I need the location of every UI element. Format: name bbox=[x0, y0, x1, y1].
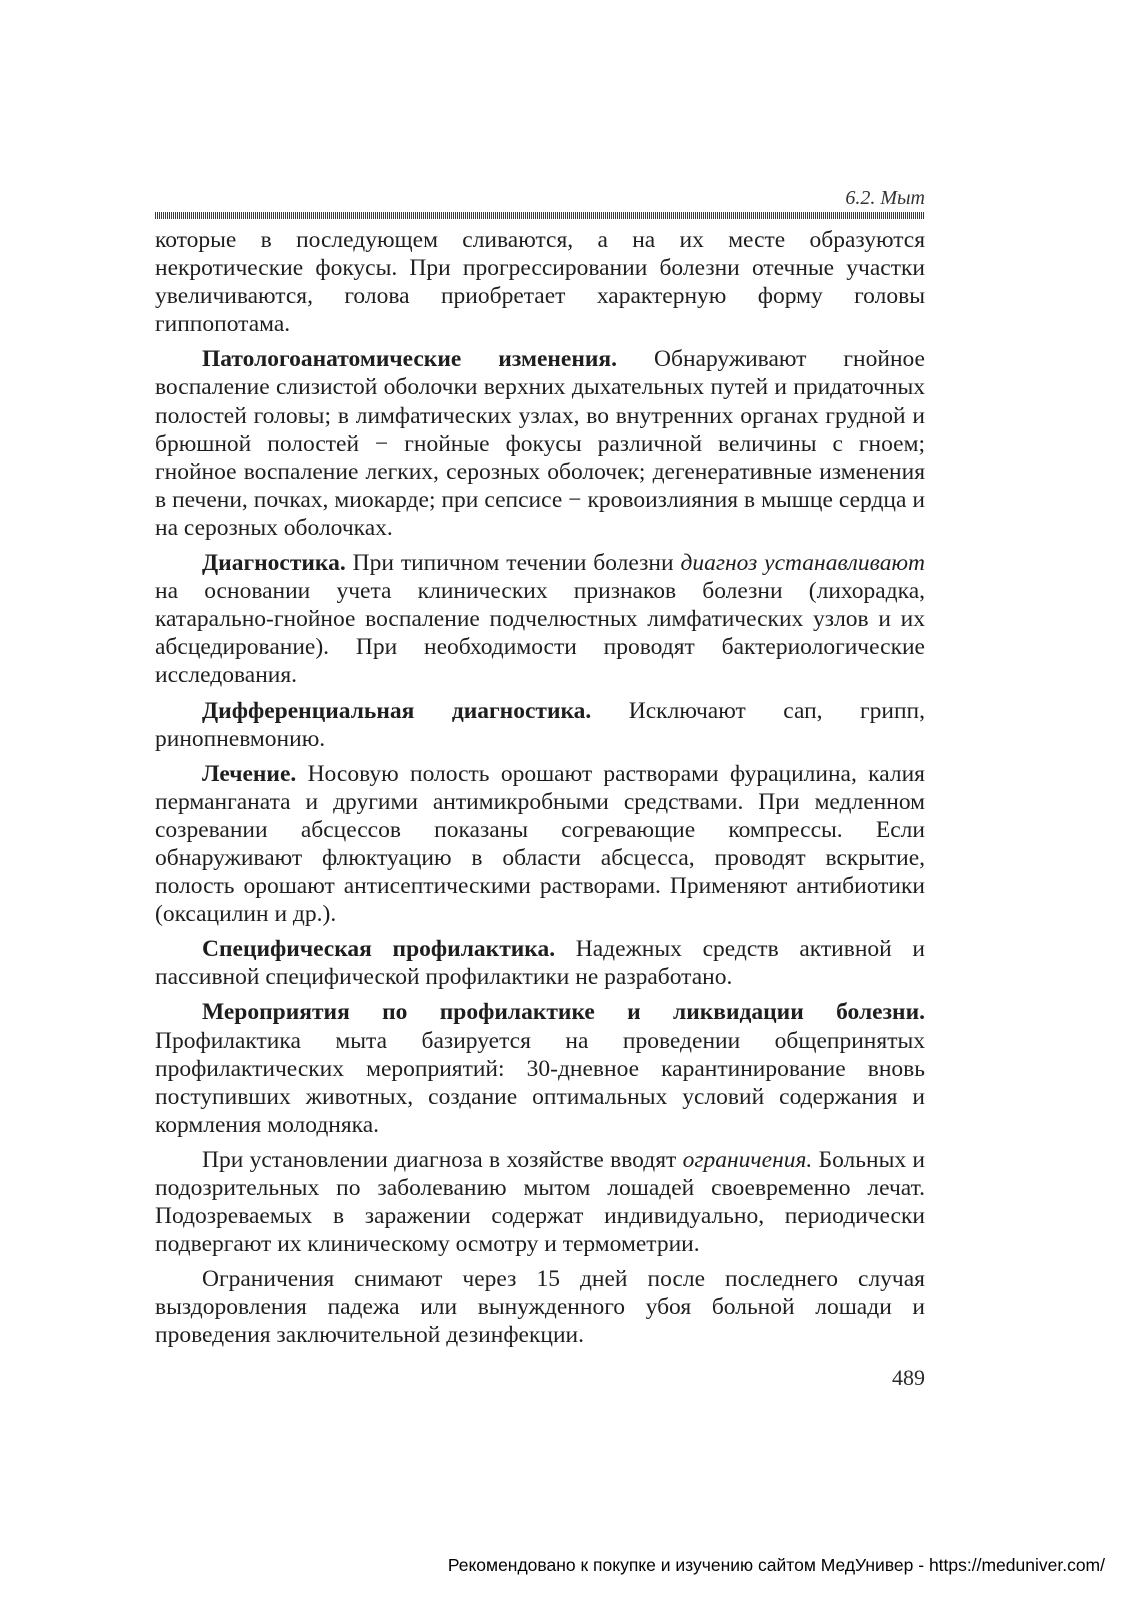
paragraph-measures bbox=[155, 998, 925, 1138]
running-head: 6.2. Мыт bbox=[845, 187, 925, 209]
paragraph-text: на основании учета клинических признаков болезни (лихорадка, катарально-гнойное воспаление подчелюстных лимфатических узлов и их абсцедирование). При необходимости проводят бактериологические исследования. bbox=[155, 578, 925, 689]
paragraph-text: При типичном течении болезни bbox=[345, 550, 681, 577]
paragraph-text: Ограничения снимают через 15 дней после последнего случая выздоровления падежа или вынужденного убоя больной лошади и проведения заключительной дезинфекции. bbox=[155, 1266, 925, 1349]
section-heading-measures: Мероприятия по профилактике и ликвидации болезни. bbox=[202, 999, 925, 1026]
footer-recommendation: Рекомендовано к покупке и изучению сайтом МедУнивер - https://meduniver.com/ bbox=[447, 1555, 1105, 1575]
paragraph-text: Надежных средств активной и пассивной специфической профилактики не разработано. bbox=[155, 936, 925, 991]
emphasis-text: ограничения. bbox=[682, 1146, 813, 1173]
paragraph-treatment bbox=[155, 760, 925, 929]
paragraph-diagnostics bbox=[155, 549, 925, 689]
paragraph-text: Больных и подозрительных по заболеванию мытом лошадей своевременно лечат. Подозреваемых в заражении содержат индивидуально, периодически подвергают их клиническому осмотру и термометрии. bbox=[155, 1146, 925, 1258]
section-heading-specific-prophylaxis: Специфическая профилактика. bbox=[202, 936, 556, 963]
paragraph-continuation bbox=[155, 226, 925, 338]
section-heading-differential: Дифференциальная диагностика. bbox=[202, 697, 592, 724]
page-number: 489 bbox=[892, 1365, 925, 1390]
section-heading-pathology: Патологоанатомические изменения. bbox=[202, 346, 618, 373]
emphasis-text: диагноз устанавливают bbox=[680, 550, 925, 577]
paragraph-restrictions bbox=[155, 1146, 925, 1258]
section-heading-diagnostics: Диагностика. bbox=[202, 550, 346, 577]
paragraph-text: Обнаруживают гнойное воспаление слизистой оболочки верхних дыхательных путей и придаточных полостей головы; в лимфатических узлах, во внутренних органах грудной и брюшной полостей − гнойные фокусы различной величины с гноем; гнойное воспаление легких, серозных оболочек; дегенеративные изменения в печени, почках, миокарде; при сепсисе − кровоизлияния в мышце сердца и на серозных оболочках. bbox=[155, 346, 925, 541]
paragraph-text: Исключают сап, грипп, ринопневмонию. bbox=[155, 697, 925, 752]
paragraph-text: которые в последующем сливаются, а на их месте образуются некротические фокусы. При прогрессировании болезни отечные участки увеличиваются, голова приобретает характерную форму головы гиппопотама. bbox=[155, 227, 925, 338]
paragraph-text: Профилактика мыта базируется на проведении общепринятых профилактических мероприятий: 30-дневное карантинирование вновь поступивших животных, создание оптимальных условий содержания и кормления молодняка. bbox=[155, 1027, 925, 1138]
paragraph-specific-prophylaxis bbox=[155, 935, 925, 991]
paragraph-text: Носовую полость орошают растворами фурацилина, калия перманганата и другими антимикробными средствами. При медленном созревании абсцессов показаны согревающие компрессы. Если обнаруживают флюктуацию в области абсцесса, проводят вскрытие, полость орошают антисептическими растворами. Применяют антибиотики (оксацилин и др.). bbox=[155, 760, 925, 928]
paragraph-differential bbox=[155, 697, 925, 753]
text-body bbox=[155, 226, 925, 1357]
paragraph-text: При установлении диагноза в хозяйстве вводят bbox=[202, 1146, 683, 1173]
paragraph-pathology bbox=[155, 345, 925, 542]
section-heading-treatment: Лечение. bbox=[202, 760, 297, 787]
paragraph-restrictions-lifted bbox=[155, 1265, 925, 1349]
header-rule bbox=[155, 212, 925, 219]
